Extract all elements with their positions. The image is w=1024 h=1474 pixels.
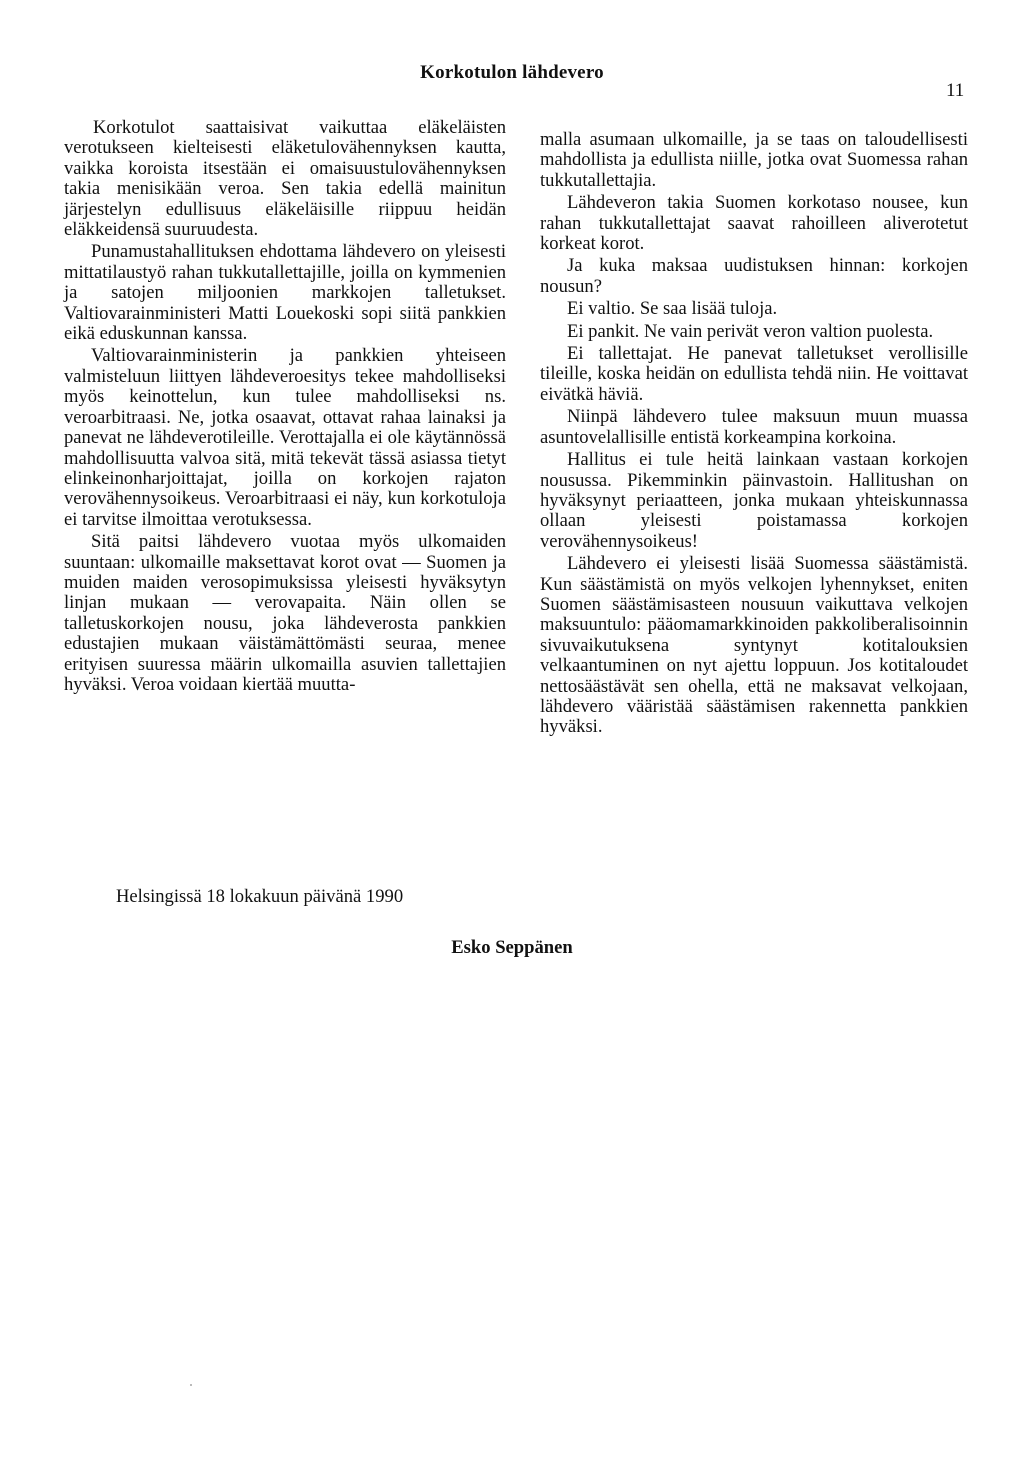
right-paragraph-7: Niinpä lähdevero tulee maksuun muun muassa asuntovelallisille entistä korkeampina korkoina. [540, 406, 968, 448]
page-number: 11 [946, 80, 965, 101]
left-paragraph-3: Valtiovarainministerin ja pankkien yhteiseen valmisteluun liittyen lähdeveroesitys tekee mahdolliseksi myös keinottelun, kun tulee mahdolliseksi ns. veroarbitraasi. Ne, jotka osaavat, ottavat rahaa lainaksi ja panevat ne lähdeverotileille. Verottajalla ei ole käytännössä mahdollisuutta valvoa sitä, mitä tekevät tässä asiassa tietyt elinkeinonharjoittajat, joilla on korkojen rajaton verovähennysoikeus. Veroarbitraasi ei näy, kun korkotuloja ei tarvitse ilmoittaa verotuksessa. [64, 345, 506, 530]
signature: Esko Seppänen [451, 937, 573, 958]
left-paragraph-4: Sitä paitsi lähdevero vuotaa myös ulkomaiden suuntaan: ulkomaille maksettavat korot ovat — Suomen ja muiden maiden verosopimuksissa yleisesti hyväksytyn linjan mukaan — verovapaita. Näin ollen se talletuskorkojen nousu, joka lähdeverosta pankkien edustajien mukaan väistämättömästi seuraa, menee erityisen suuressa määrin ulkomailla asuvien tallettajien hyväksi. Veroa voidaan kiertää muutta- [64, 531, 506, 695]
right-paragraph-1: malla asumaan ulkomaille, ja se taas on taloudellisesti mahdollista ja edullista niille, jotka ovat Suomessa rahan tukkutallettajia. [540, 129, 968, 191]
running-header: Korkotulon lähdevero [420, 62, 604, 83]
right-paragraph-6: Ei tallettajat. He panevat talletukset verollisille tileille, koska heidän on edullista tehdä niin. He voittavat eivätkä häviä. [540, 343, 968, 405]
right-column [540, 130, 968, 740]
left-column [64, 118, 506, 697]
right-paragraph-9: Lähdevero ei yleisesti lisää Suomessa säästämistä. Kun säästämistä on myös velkojen lyhennykset, eniten Suomen säästämisasteen nousuun vaikuttava velkojen maksuuntulo: pääomamarkkinoiden pakkoliberalisoinnin sivuvaikutuksena syntynyt kotitalouksien velkaantuminen on nyt ajettu loppuun. Jos kotitaloudet nettosäästävät sen ohella, että ne maksavat velkojaan, lähdevero vääristää säästämisen rakennetta pankkien hyväksi. [540, 553, 968, 738]
right-paragraph-3: Ja kuka maksaa uudistuksen hinnan: korkojen nousun? [540, 255, 968, 297]
dateline: Helsingissä 18 lokakuun päivänä 1990 [116, 886, 404, 907]
right-paragraph-8: Hallitus ei tule heitä lainkaan vastaan korkojen nousussa. Pikemminkin päinvastoin. Hallitushan on hyväksynyt periaatteen, jonka mukaan yhteiskunnassa ollaan yleisesti poistamassa korkojen verovähennysoikeus! [540, 449, 968, 552]
right-paragraph-5: Ei pankit. Ne vain perivät veron valtion puolesta. [567, 320, 934, 342]
right-paragraph-2: Lähdeveron takia Suomen korkotaso nousee, kun rahan tukkutallettajat saavat rahoilleen aliverotetut korkeat korot. [540, 192, 968, 255]
scan-speck [190, 1384, 192, 1386]
left-paragraph-2: Punamustahallituksen ehdottama lähdevero on yleisesti mittatilaustyö rahan tukkutallettajille, joilla on kymmenien ja satojen miljoonien markkojen talletukset. Valtiovarainministeri Matti Louekoski sopi siitä pankkien eikä eduskunnan kanssa. [64, 241, 506, 345]
right-paragraph-4: Ei valtio. Se saa lisää tuloja. [567, 298, 778, 320]
left-paragraph-1: Korkotulot saattaisivat vaikuttaa eläkeläisten verotukseen kielteisesti eläketulovähennyksen kautta, vaikka koroista itsestään ei omaisuustulovähennyksen takia menisikään veroa. Sen takia edellä mainitun järjestelyn edullisuus eläkeläisille riippuu heidän eläkkeidensä suuruudesta. [64, 117, 506, 241]
